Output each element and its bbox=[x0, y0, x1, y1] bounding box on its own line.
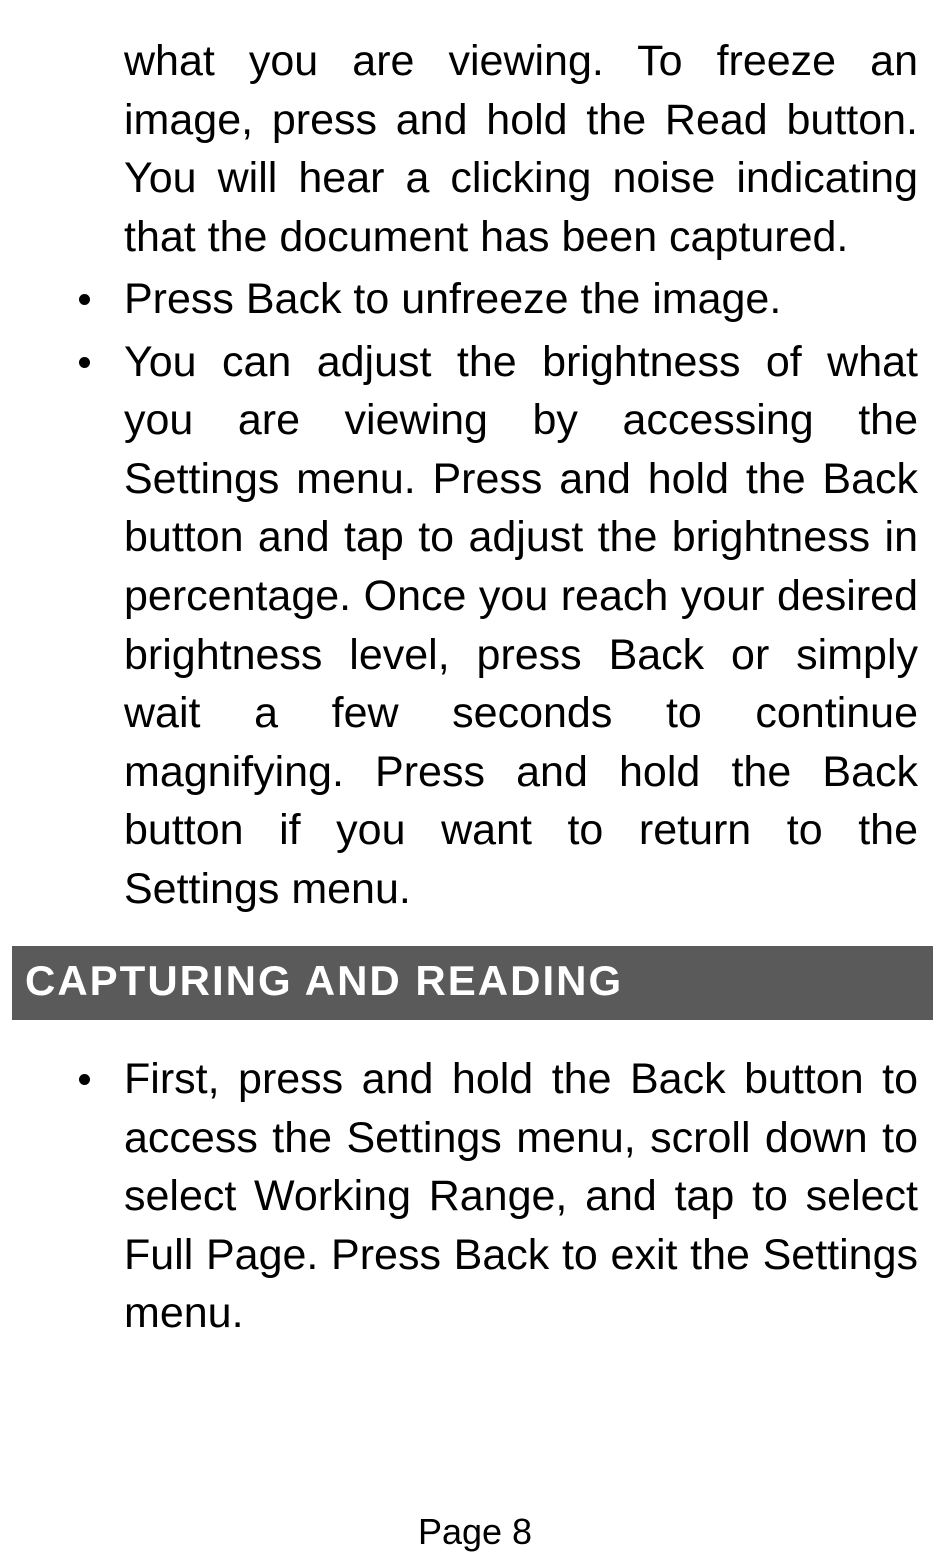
bullet-icon bbox=[76, 270, 96, 329]
list-item-text: You can adjust the brightness of what you are viewing by accessing the Settings menu. Press and hold the Back button and tap to adjust the brightness in percentage. Once you reach your desired brightness level, press Back or simply wait a few seconds to continue magnifying. Press and hold the Back button if you want to return to the Settings menu. bbox=[124, 337, 918, 913]
list-item-text: Press Back to unfreeze the image. bbox=[124, 275, 782, 323]
page-number: Page 8 bbox=[417, 1511, 533, 1552]
bullet-icon bbox=[76, 1050, 96, 1109]
list-item bbox=[0, 333, 918, 919]
capturing-list bbox=[0, 1050, 950, 1347]
continued-paragraph: what you are viewing. To freeze an image, press and hold the Read button. You will hear a clicking noise indicating that the document has been captured. bbox=[124, 37, 918, 261]
section-header bbox=[12, 946, 933, 1020]
list-item bbox=[0, 270, 918, 329]
instruction-list bbox=[0, 270, 950, 923]
bullet-icon bbox=[76, 333, 96, 392]
section-title: CAPTURING AND READING bbox=[25, 957, 624, 1004]
list-item-text: First, press and hold the Back button to access the Settings menu, scroll down to select Working Range, and tap to select Full Page. Press Back to exit the Settings menu. bbox=[124, 1055, 918, 1338]
list-item bbox=[0, 1050, 918, 1343]
